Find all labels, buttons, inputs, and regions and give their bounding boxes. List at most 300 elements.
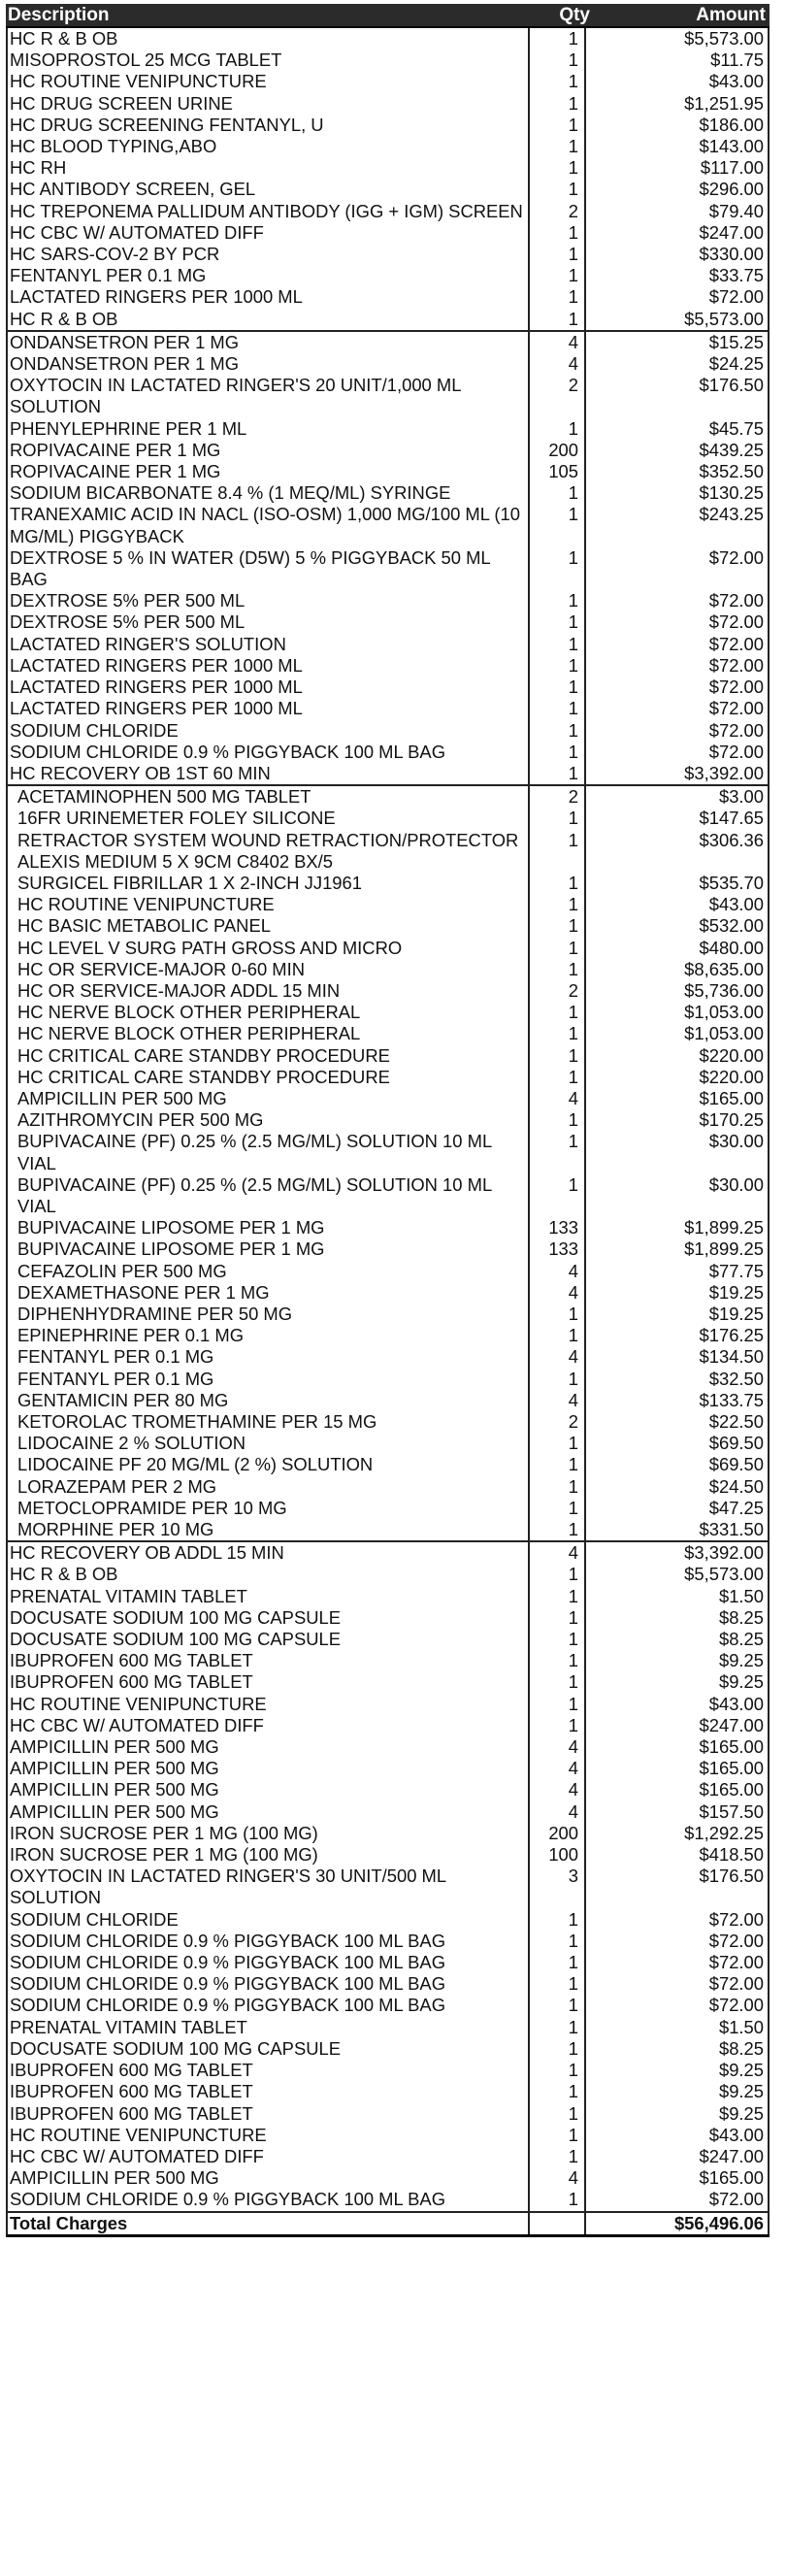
item-description: 16FR URINEMETER FOLEY SILICONE	[8, 808, 530, 829]
item-qty: 1	[530, 1454, 586, 1475]
table-row	[8, 309, 770, 330]
table-row	[8, 894, 770, 915]
item-qty: 4	[530, 1542, 586, 1564]
charge-block	[6, 28, 770, 332]
table-row	[8, 1779, 770, 1800]
table-row	[8, 1088, 770, 1109]
table-row	[8, 1973, 770, 1995]
item-description: SODIUM CHLORIDE 0.9 % PIGGYBACK 100 ML BAG	[8, 1973, 530, 1995]
item-qty: 2	[530, 980, 586, 1002]
table-row	[8, 2146, 770, 2167]
item-qty: 1	[530, 590, 586, 611]
item-amount: $72.00	[586, 1909, 770, 1931]
item-description: PRENATAL VITAMIN TABLET	[8, 1586, 530, 1607]
item-qty: 3	[530, 1866, 586, 1908]
table-row	[8, 2167, 770, 2189]
item-qty: 1	[530, 1067, 586, 1088]
table-row	[8, 71, 770, 92]
item-description: LACTATED RINGERS PER 1000 ML	[8, 698, 530, 719]
table-row	[8, 1995, 770, 2016]
item-amount: $8.25	[586, 1629, 770, 1650]
item-qty: 1	[530, 655, 586, 677]
item-qty: 1	[530, 2189, 586, 2210]
item-qty: 1	[530, 1650, 586, 1671]
item-qty: 200	[530, 440, 586, 461]
item-amount: $1,251.95	[586, 93, 770, 115]
item-amount: $1.50	[586, 1586, 770, 1607]
item-description: HC RECOVERY OB ADDL 15 MIN	[8, 1542, 530, 1564]
item-qty: 1	[530, 157, 586, 179]
item-amount: $8,635.00	[586, 959, 770, 980]
item-qty: 1	[530, 1586, 586, 1607]
table-row	[8, 353, 770, 375]
item-description: HC RH	[8, 157, 530, 179]
item-qty: 1	[530, 830, 586, 873]
item-qty: 1	[530, 286, 586, 308]
item-amount: $43.00	[586, 1694, 770, 1715]
item-qty: 1	[530, 1023, 586, 1044]
item-qty: 1	[530, 677, 586, 698]
item-amount: $45.75	[586, 418, 770, 440]
table-row	[8, 222, 770, 244]
item-description: FENTANYL PER 0.1 MG	[8, 265, 530, 286]
item-amount: $72.00	[586, 655, 770, 677]
item-qty: 4	[530, 1736, 586, 1758]
item-amount: $157.50	[586, 1801, 770, 1823]
item-description: HC TREPONEMA PALLIDUM ANTIBODY (IGG + IGM) SCREEN	[8, 201, 530, 222]
item-qty: 1	[530, 1002, 586, 1023]
item-description: HC CBC W/ AUTOMATED DIFF	[8, 1715, 530, 1736]
table-row	[8, 1346, 770, 1368]
item-amount: $306.36	[586, 830, 770, 873]
item-description: HC NERVE BLOCK OTHER PERIPHERAL	[8, 1023, 530, 1044]
table-row	[8, 786, 770, 808]
item-qty: 1	[530, 1995, 586, 2016]
table-row	[8, 461, 770, 482]
item-amount: $165.00	[586, 1736, 770, 1758]
item-amount: $186.00	[586, 115, 770, 136]
item-qty: 4	[530, 1282, 586, 1304]
table-row	[8, 1304, 770, 1325]
item-qty: 1	[530, 482, 586, 504]
item-description: DIPHENHYDRAMINE PER 50 MG	[8, 1304, 530, 1325]
item-description: SODIUM CHLORIDE	[8, 720, 530, 742]
item-qty: 1	[530, 265, 586, 286]
item-description: LORAZEPAM PER 2 MG	[8, 1476, 530, 1498]
item-amount: $43.00	[586, 2125, 770, 2146]
table-row	[8, 1844, 770, 1866]
item-qty: 1	[530, 1564, 586, 1585]
item-amount: $19.25	[586, 1282, 770, 1304]
item-qty: 1	[530, 2125, 586, 2146]
item-description: LACTATED RINGER'S SOLUTION	[8, 634, 530, 655]
item-qty: 1	[530, 959, 586, 980]
table-row	[8, 1586, 770, 1607]
table-row	[8, 1131, 770, 1173]
table-row	[8, 1564, 770, 1585]
item-amount: $165.00	[586, 2167, 770, 2189]
item-amount: $1,053.00	[586, 1002, 770, 1023]
item-amount: $165.00	[586, 1779, 770, 1800]
item-description: HC ANTIBODY SCREEN, GEL	[8, 179, 530, 200]
item-description: FENTANYL PER 0.1 MG	[8, 1369, 530, 1390]
item-amount: $69.50	[586, 1433, 770, 1454]
item-description: HC CRITICAL CARE STANDBY PROCEDURE	[8, 1067, 530, 1088]
item-description: HC ROUTINE VENIPUNCTURE	[8, 894, 530, 915]
item-amount: $176.25	[586, 1325, 770, 1346]
table-row	[8, 440, 770, 461]
item-amount: $3,392.00	[586, 1542, 770, 1564]
item-qty: 1	[530, 28, 586, 50]
table-row	[8, 332, 770, 353]
table-row	[8, 1542, 770, 1564]
header-description: Description	[8, 5, 110, 25]
table-row	[8, 1607, 770, 1629]
item-qty: 1	[530, 1174, 586, 1217]
item-amount: $77.75	[586, 1261, 770, 1282]
item-amount: $439.25	[586, 440, 770, 461]
table-row	[8, 1736, 770, 1758]
item-qty: 1	[530, 136, 586, 157]
table-row	[8, 136, 770, 157]
header-qty: Qty	[559, 5, 590, 25]
table-row	[8, 2189, 770, 2210]
item-description: RETRACTOR SYSTEM WOUND RETRACTION/PROTECTOR ALEXIS MEDIUM 5 X 9CM C8402 BX/5	[8, 830, 530, 873]
table-row	[8, 590, 770, 611]
item-description: ONDANSETRON PER 1 MG	[8, 353, 530, 375]
table-row	[8, 547, 770, 590]
table-row	[8, 1519, 770, 1540]
item-description: LACTATED RINGERS PER 1000 ML	[8, 655, 530, 677]
table-row	[8, 1866, 770, 1908]
item-qty: 2	[530, 1411, 586, 1433]
table-row	[8, 938, 770, 959]
item-description: HC DRUG SCREENING FENTANYL, U	[8, 115, 530, 136]
charge-block	[6, 332, 770, 786]
item-description: AMPICILLIN PER 500 MG	[8, 1801, 530, 1823]
item-amount: $72.00	[586, 720, 770, 742]
item-amount: $176.50	[586, 375, 770, 417]
item-description: SODIUM CHLORIDE 0.9 % PIGGYBACK 100 ML BAG	[8, 742, 530, 763]
item-qty: 4	[530, 332, 586, 353]
table-row	[8, 1067, 770, 1088]
table-row	[8, 2081, 770, 2102]
item-qty: 1	[530, 894, 586, 915]
item-qty: 1	[530, 2103, 586, 2125]
item-description: IBUPROFEN 600 MG TABLET	[8, 2081, 530, 2102]
table-row	[8, 1369, 770, 1390]
item-description: HC CBC W/ AUTOMATED DIFF	[8, 222, 530, 244]
table-row	[8, 286, 770, 308]
table-row	[8, 1801, 770, 1823]
item-amount: $243.25	[586, 504, 770, 546]
item-qty: 1	[530, 222, 586, 244]
item-amount: $117.00	[586, 157, 770, 179]
item-qty: 2	[530, 201, 586, 222]
item-amount: $170.25	[586, 1109, 770, 1131]
item-amount: $30.00	[586, 1174, 770, 1217]
item-amount: $9.25	[586, 1650, 770, 1671]
item-amount: $247.00	[586, 1715, 770, 1736]
item-qty: 133	[530, 1238, 586, 1260]
table-row	[8, 115, 770, 136]
item-qty: 1	[530, 418, 586, 440]
table-row	[8, 1629, 770, 1650]
table-row	[8, 1238, 770, 1260]
item-amount: $5,573.00	[586, 309, 770, 330]
item-description: SODIUM BICARBONATE 8.4 % (1 MEQ/ML) SYRINGE	[8, 482, 530, 504]
item-amount: $9.25	[586, 2081, 770, 2102]
table-row	[8, 201, 770, 222]
item-qty: 4	[530, 1088, 586, 1109]
item-description: LIDOCAINE PF 20 MG/ML (2 %) SOLUTION	[8, 1454, 530, 1475]
item-qty: 1	[530, 2038, 586, 2060]
item-description: IBUPROFEN 600 MG TABLET	[8, 2060, 530, 2081]
item-amount: $176.50	[586, 1866, 770, 1908]
table-row	[8, 808, 770, 829]
table-row	[8, 1694, 770, 1715]
table-row	[8, 1390, 770, 1411]
item-amount: $8.25	[586, 2038, 770, 2060]
item-description: HC SARS-COV-2 BY PCR	[8, 244, 530, 265]
table-row	[8, 1411, 770, 1433]
item-description: BUPIVACAINE LIPOSOME PER 1 MG	[8, 1238, 530, 1260]
item-qty: 133	[530, 1217, 586, 1238]
table-row	[8, 1454, 770, 1475]
item-amount: $72.00	[586, 677, 770, 698]
item-description: FENTANYL PER 0.1 MG	[8, 1346, 530, 1368]
table-row	[8, 482, 770, 504]
table-row	[8, 93, 770, 115]
item-amount: $9.25	[586, 1671, 770, 1693]
item-qty: 1	[530, 1671, 586, 1693]
item-description: IBUPROFEN 600 MG TABLET	[8, 1650, 530, 1671]
item-description: SODIUM CHLORIDE 0.9 % PIGGYBACK 100 ML BAG	[8, 1931, 530, 1952]
item-amount: $69.50	[586, 1454, 770, 1475]
item-description: AMPICILLIN PER 500 MG	[8, 2167, 530, 2189]
item-amount: $72.00	[586, 1973, 770, 1995]
charge-blocks	[6, 28, 770, 2213]
table-row	[8, 1715, 770, 1736]
item-qty: 1	[530, 938, 586, 959]
item-amount: $72.00	[586, 2189, 770, 2210]
table-row	[8, 1952, 770, 1973]
item-description: IRON SUCROSE PER 1 MG (100 MG)	[8, 1844, 530, 1866]
item-amount: $331.50	[586, 1519, 770, 1540]
table-row	[8, 1325, 770, 1346]
table-row	[8, 1758, 770, 1779]
item-amount: $30.00	[586, 1131, 770, 1173]
item-amount: $3,392.00	[586, 763, 770, 784]
item-qty: 1	[530, 93, 586, 115]
item-description: HC ROUTINE VENIPUNCTURE	[8, 1694, 530, 1715]
item-description: HC LEVEL V SURG PATH GROSS AND MICRO	[8, 938, 530, 959]
table-row	[8, 1476, 770, 1498]
item-amount: $535.70	[586, 873, 770, 894]
item-description: BUPIVACAINE (PF) 0.25 % (2.5 MG/ML) SOLUTION 10 ML VIAL	[8, 1131, 530, 1173]
item-description: AMPICILLIN PER 500 MG	[8, 1736, 530, 1758]
table-row	[8, 763, 770, 784]
itemized-charges-sheet	[6, 4, 770, 2237]
item-description: HC CRITICAL CARE STANDBY PROCEDURE	[8, 1045, 530, 1067]
table-row	[8, 2038, 770, 2060]
table-row	[8, 1433, 770, 1454]
item-description: HC ROUTINE VENIPUNCTURE	[8, 71, 530, 92]
item-amount: $22.50	[586, 1411, 770, 1433]
item-amount: $72.00	[586, 1931, 770, 1952]
item-qty: 1	[530, 2081, 586, 2102]
item-amount: $143.00	[586, 136, 770, 157]
item-description: ROPIVACAINE PER 1 MG	[8, 461, 530, 482]
item-qty: 1	[530, 50, 586, 71]
item-description: PRENATAL VITAMIN TABLET	[8, 2017, 530, 2038]
item-description: ONDANSETRON PER 1 MG	[8, 332, 530, 353]
item-description: PHENYLEPHRINE PER 1 ML	[8, 418, 530, 440]
item-qty: 1	[530, 1909, 586, 1931]
item-description: DOCUSATE SODIUM 100 MG CAPSULE	[8, 2038, 530, 2060]
item-qty: 1	[530, 915, 586, 937]
item-description: LACTATED RINGERS PER 1000 ML	[8, 677, 530, 698]
item-description: DEXTROSE 5 % IN WATER (D5W) 5 % PIGGYBACK 50 ML BAG	[8, 547, 530, 590]
item-qty: 1	[530, 1498, 586, 1519]
item-amount: $19.25	[586, 1304, 770, 1325]
item-amount: $79.40	[586, 201, 770, 222]
table-row	[8, 611, 770, 633]
item-amount: $72.00	[586, 742, 770, 763]
item-qty: 1	[530, 2060, 586, 2081]
table-header	[6, 4, 770, 28]
item-amount: $5,736.00	[586, 980, 770, 1002]
item-description: DEXAMETHASONE PER 1 MG	[8, 1282, 530, 1304]
header-amount: Amount	[696, 5, 766, 25]
table-row	[8, 655, 770, 677]
item-description: BUPIVACAINE LIPOSOME PER 1 MG	[8, 1217, 530, 1238]
table-row	[8, 1261, 770, 1282]
item-qty: 1	[530, 1045, 586, 1067]
item-qty: 1	[530, 115, 586, 136]
item-qty: 1	[530, 742, 586, 763]
item-qty: 4	[530, 1801, 586, 1823]
item-description: HC CBC W/ AUTOMATED DIFF	[8, 2146, 530, 2167]
charge-block	[6, 1542, 770, 2212]
item-description: SODIUM CHLORIDE 0.9 % PIGGYBACK 100 ML BAG	[8, 1995, 530, 2016]
item-amount: $134.50	[586, 1346, 770, 1368]
total-qty	[530, 2213, 586, 2234]
item-amount: $72.00	[586, 698, 770, 719]
item-amount: $72.00	[586, 611, 770, 633]
item-description: AMPICILLIN PER 500 MG	[8, 1758, 530, 1779]
item-description: METOCLOPRAMIDE PER 10 MG	[8, 1498, 530, 1519]
item-amount: $220.00	[586, 1045, 770, 1067]
table-row	[8, 2060, 770, 2081]
item-qty: 1	[530, 1325, 586, 1346]
item-qty: 1	[530, 1715, 586, 1736]
table-row	[8, 634, 770, 655]
item-description: DEXTROSE 5% PER 500 ML	[8, 611, 530, 633]
item-qty: 4	[530, 1261, 586, 1282]
item-description: HC DRUG SCREEN URINE	[8, 93, 530, 115]
item-qty: 2	[530, 786, 586, 808]
item-description: HC BLOOD TYPING,ABO	[8, 136, 530, 157]
item-amount: $1.50	[586, 2017, 770, 2038]
table-row	[8, 1909, 770, 1931]
item-qty: 1	[530, 1973, 586, 1995]
table-row	[8, 28, 770, 50]
item-amount: $72.00	[586, 1995, 770, 2016]
table-row	[8, 1045, 770, 1067]
item-description: AMPICILLIN PER 500 MG	[8, 1088, 530, 1109]
item-description: HC ROUTINE VENIPUNCTURE	[8, 2125, 530, 2146]
item-qty: 1	[530, 1694, 586, 1715]
item-amount: $72.00	[586, 286, 770, 308]
item-qty: 200	[530, 1823, 586, 1844]
item-qty: 1	[530, 1369, 586, 1390]
item-amount: $165.00	[586, 1088, 770, 1109]
item-description: DOCUSATE SODIUM 100 MG CAPSULE	[8, 1607, 530, 1629]
item-amount: $247.00	[586, 2146, 770, 2167]
item-description: AZITHROMYCIN PER 500 MG	[8, 1109, 530, 1131]
item-amount: $15.25	[586, 332, 770, 353]
item-qty: 1	[530, 309, 586, 330]
item-description: IBUPROFEN 600 MG TABLET	[8, 1671, 530, 1693]
item-qty: 1	[530, 808, 586, 829]
item-amount: $330.00	[586, 244, 770, 265]
item-qty: 1	[530, 2146, 586, 2167]
item-qty: 1	[530, 2017, 586, 2038]
item-qty: 1	[530, 720, 586, 742]
item-description: AMPICILLIN PER 500 MG	[8, 1779, 530, 1800]
item-qty: 105	[530, 461, 586, 482]
item-description: IBUPROFEN 600 MG TABLET	[8, 2103, 530, 2125]
item-qty: 1	[530, 1952, 586, 1973]
table-row	[8, 1823, 770, 1844]
table-row	[8, 1282, 770, 1304]
item-description: SODIUM CHLORIDE 0.9 % PIGGYBACK 100 ML BAG	[8, 2189, 530, 2210]
item-amount: $5,573.00	[586, 28, 770, 50]
item-qty: 1	[530, 244, 586, 265]
item-amount: $532.00	[586, 915, 770, 937]
total-label: Total Charges	[8, 2213, 530, 2234]
table-row	[8, 1650, 770, 1671]
item-description: HC OR SERVICE-MAJOR 0-60 MIN	[8, 959, 530, 980]
item-description: HC BASIC METABOLIC PANEL	[8, 915, 530, 937]
item-amount: $480.00	[586, 938, 770, 959]
item-description: HC RECOVERY OB 1ST 60 MIN	[8, 763, 530, 784]
table-row	[8, 742, 770, 763]
item-amount: $43.00	[586, 71, 770, 92]
item-qty: 1	[530, 873, 586, 894]
table-row	[8, 50, 770, 71]
total-row	[6, 2213, 770, 2237]
item-qty: 1	[530, 179, 586, 200]
item-amount: $32.50	[586, 1369, 770, 1390]
item-qty: 1	[530, 504, 586, 546]
item-qty: 4	[530, 1390, 586, 1411]
table-row	[8, 1931, 770, 1952]
table-row	[8, 915, 770, 937]
item-description: KETOROLAC TROMETHAMINE PER 15 MG	[8, 1411, 530, 1433]
table-row	[8, 2103, 770, 2125]
table-row	[8, 1109, 770, 1131]
item-qty: 1	[530, 698, 586, 719]
item-amount: $130.25	[586, 482, 770, 504]
item-description: EPINEPHRINE PER 0.1 MG	[8, 1325, 530, 1346]
table-row	[8, 2125, 770, 2146]
table-row	[8, 375, 770, 417]
table-row	[8, 1217, 770, 1238]
item-description: CEFAZOLIN PER 500 MG	[8, 1261, 530, 1282]
table-row	[8, 1174, 770, 1217]
